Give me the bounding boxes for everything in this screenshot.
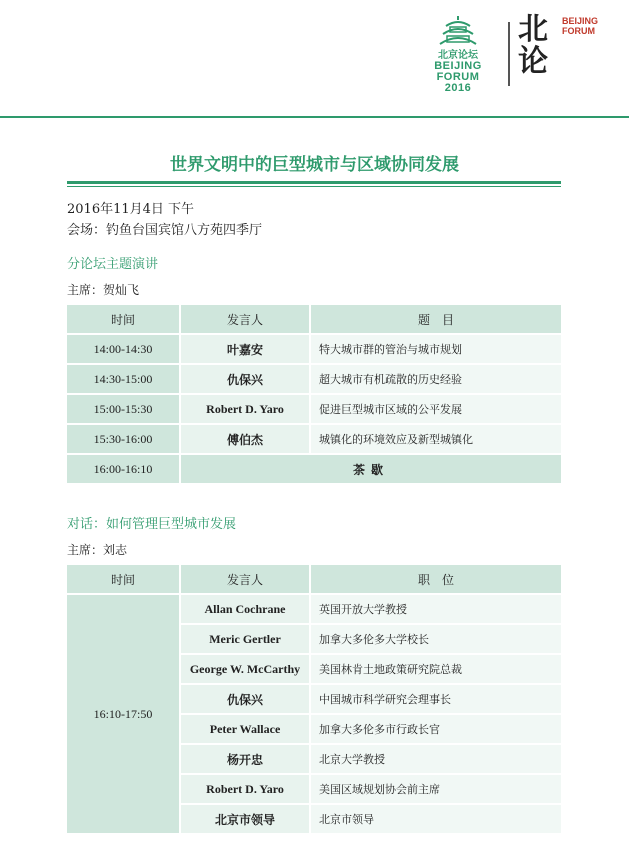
position-cell: 加拿大多伦多大学校长 [311, 625, 561, 655]
speaker-cell: Robert D. Yaro [181, 395, 311, 425]
col-header-time: 时间 [67, 565, 181, 595]
calligraphy-logo [518, 14, 598, 94]
header-rule [0, 116, 629, 118]
speaker-cell: 傅伯杰 [181, 425, 311, 455]
dialogue-time-cell: 16:10-17:50 [67, 595, 181, 835]
logo-cn: 北京论坛 [438, 50, 478, 61]
speaker-cell: George W. McCarthy [181, 655, 311, 685]
venue-line: 会场：钓鱼台国宾馆八方苑四季厅 [67, 223, 263, 238]
speaker-cell: 仇保兴 [181, 685, 311, 715]
page-title: 世界文明中的巨型城市与区域协同发展 [170, 155, 459, 175]
position-cell: 北京市领导 [311, 805, 561, 835]
logo-small-en [562, 16, 598, 36]
speaker-cell: 北京市领导 [181, 805, 311, 835]
logo-small-en-2: FORUM [562, 26, 595, 36]
section2-title: 对话：如何管理巨型城市发展 [67, 517, 237, 532]
logo-en-line2: FORUM [436, 71, 480, 83]
calligraphy-char-2: 论 [518, 44, 548, 79]
col-header-speaker: 发言人 [181, 565, 311, 595]
time-cell: 14:00-14:30 [67, 335, 181, 365]
speaker-cell: Meric Gertler [181, 625, 311, 655]
beijing-forum-logo [418, 14, 498, 96]
table-row [67, 595, 561, 625]
table-row [67, 335, 561, 365]
calligraphy-text [518, 14, 568, 78]
time-cell: 15:00-15:30 [67, 395, 181, 425]
time-cell: 14:30-15:00 [67, 365, 181, 395]
table-row [67, 425, 561, 455]
break-time-cell: 16:00-16:10 [67, 455, 181, 485]
speaker-cell: Robert D. Yaro [181, 775, 311, 805]
section1-chair: 主席：贺灿飞 [67, 283, 140, 297]
section1-title: 分论坛主题演讲 [67, 257, 159, 272]
break-row [67, 455, 561, 485]
position-cell: 中国城市科学研究会理事长 [311, 685, 561, 715]
speaker-cell: Allan Cochrane [181, 595, 311, 625]
break-label-cell: 茶歇 [181, 455, 561, 485]
position-cell: 英国开放大学教授 [311, 595, 561, 625]
speaker-cell: 杨开忠 [181, 745, 311, 775]
time-cell: 15:30-16:00 [67, 425, 181, 455]
speaker-cell: 仇保兴 [181, 365, 311, 395]
position-cell: 美国林肯土地政策研究院总裁 [311, 655, 561, 685]
col-header-time: 时间 [67, 305, 181, 335]
table-header-row [67, 305, 561, 335]
temple-icon [438, 14, 478, 48]
speaker-cell: 叶嘉安 [181, 335, 311, 365]
table-row [67, 365, 561, 395]
title-rule [67, 181, 561, 184]
section2-chair: 主席：刘志 [67, 543, 128, 557]
calligraphy-char-1: 北 [518, 12, 548, 47]
logo-en-line1: BEIJING [434, 60, 482, 72]
title-rule-thin [67, 186, 561, 187]
position-cell: 加拿大多伦多市行政长官 [311, 715, 561, 745]
topic-cell: 促进巨型城市区域的公平发展 [311, 395, 561, 425]
col-header-speaker: 发言人 [181, 305, 311, 335]
logo-year: 2016 [444, 82, 472, 94]
speaker-cell: Peter Wallace [181, 715, 311, 745]
speech-schedule-table [67, 305, 561, 485]
topic-cell: 特大城市群的管治与城市规划 [311, 335, 561, 365]
col-header-topic: 题 目 [311, 305, 561, 335]
position-cell: 美国区域规划协会前主席 [311, 775, 561, 805]
logo-small-en-1: BEIJING [562, 16, 599, 26]
topic-cell: 超大城市有机疏散的历史经验 [311, 365, 561, 395]
logo-divider [508, 22, 510, 86]
dialogue-table [67, 565, 561, 835]
position-cell: 北京大学教授 [311, 745, 561, 775]
date-line: 2016年11月4日 下午 [67, 202, 195, 217]
topic-cell: 城镇化的环境效应及新型城镇化 [311, 425, 561, 455]
table-header-row [67, 565, 561, 595]
col-header-position: 职 位 [311, 565, 561, 595]
table-row [67, 395, 561, 425]
